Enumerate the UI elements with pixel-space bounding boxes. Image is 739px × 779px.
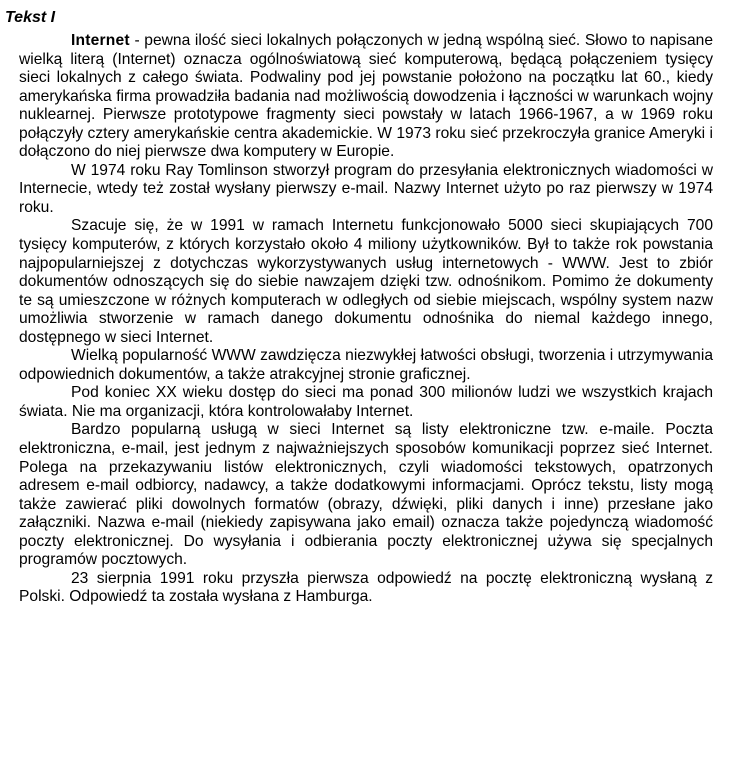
paragraph-www-popularity: Wielką popularność WWW zawdzięcza niezwykłej łatwości obsługi, tworzenia i utrzymywania odpowiednich dokumentów, a także atrakcyjnej stronie graficznej.: [19, 347, 713, 383]
paragraph-www-origin: Szacuje się, że w 1991 w ramach Internetu funkcjonowało 5000 sieci skupiających 700 tysięcy komputerów, z których korzystało około 4 miliony użytkowników. Był to także rok powstania najpopularniejszej z dotychczas wykorzystywanych usług internetowych - WWW. Jest to zbiór dokumentów odnoszących się do siebie nawzajem dzięki tzw. odnośnikom. Pomimo że dokumenty te są umieszczone w różnych komputerach w odległych od siebie miejscach, wspólny system nazw umożliwia stworzenie w ramach danego dokumentu odnośnika do niemal każdego innego, dostępnego w sieci Internet.: [19, 217, 713, 346]
lead-term: Internet: [71, 32, 130, 49]
paragraph-internet-definition: [19, 32, 713, 162]
document-body: [19, 32, 713, 607]
paragraph-email-history: W 1974 roku Ray Tomlinson stworzył program do przesyłania elektronicznych wiadomości w Internecie, wtedy też został wysłany pierwszy e-mail. Nazwy Internet użyto po raz pierwszy w 1974 roku.: [19, 161, 713, 216]
paragraph-email-service: Bardzo popularną usługą w sieci Internet są listy elektroniczne tzw. e-maile. Poczta elektroniczna, e-mail, jest jednym z najważniejszych sposobów komunikacji poprzez sieć Internet. Polega na przekazywaniu listów elektronicznych, czyli wiadomości tekstowych, opatrzonych adresem e-mail odbiorcy, nadawcy, a także dodatkowymi informacjami. Oprócz tekstu, listy mogą także zawierać pliki dowolnych formatów (obrazy, dźwięki, pliki danych i inne) przesłane jako załączniki. Nazwa e-mail (niekiedy zapisywana jako email) oznacza także pojedynczą wiadomość poczty elektronicznej. Do wysyłania i odbierania poczty elektronicznej używa się specjalnych programów pocztowych.: [19, 421, 713, 569]
paragraph-internet-users: Pod koniec XX wieku dostęp do sieci ma ponad 300 milionów ludzi we wszystkich krajach świata. Nie ma organizacji, która kontrolowałaby Internet.: [19, 384, 713, 420]
paragraph-text: - pewna ilość sieci lokalnych połączonych w jedną wspólną sieć. Słowo to napisane wielką literą (Internet) oznacza ogólnoświatową sieć komputerową, będącą połączeniem tysięcy sieci lokalnych z całego świata. Podwaliny pod jej powstanie położono na początku lat 60., kiedy amerykańska firma prowadziła badania nad możliwością dowodzenia i łączności w warunkach wojny nuklearnej. Pierwsze prototypowe fragmenty sieci powstały w latach 1966-1967, a w 1969 roku połączyły cztery amerykańskie centra akademickie. W 1973 roku sieć przekroczyła granice Ameryki i dołączono do niej pierwsze dwa komputery w Europie.: [19, 32, 713, 161]
paragraph-first-polish-email: 23 sierpnia 1991 roku przyszła pierwsza odpowiedź na pocztę elektroniczną wysłaną z Polski. Odpowiedź ta została wysłana z Hamburga.: [19, 569, 713, 606]
document-title: Tekst I: [5, 9, 56, 26]
